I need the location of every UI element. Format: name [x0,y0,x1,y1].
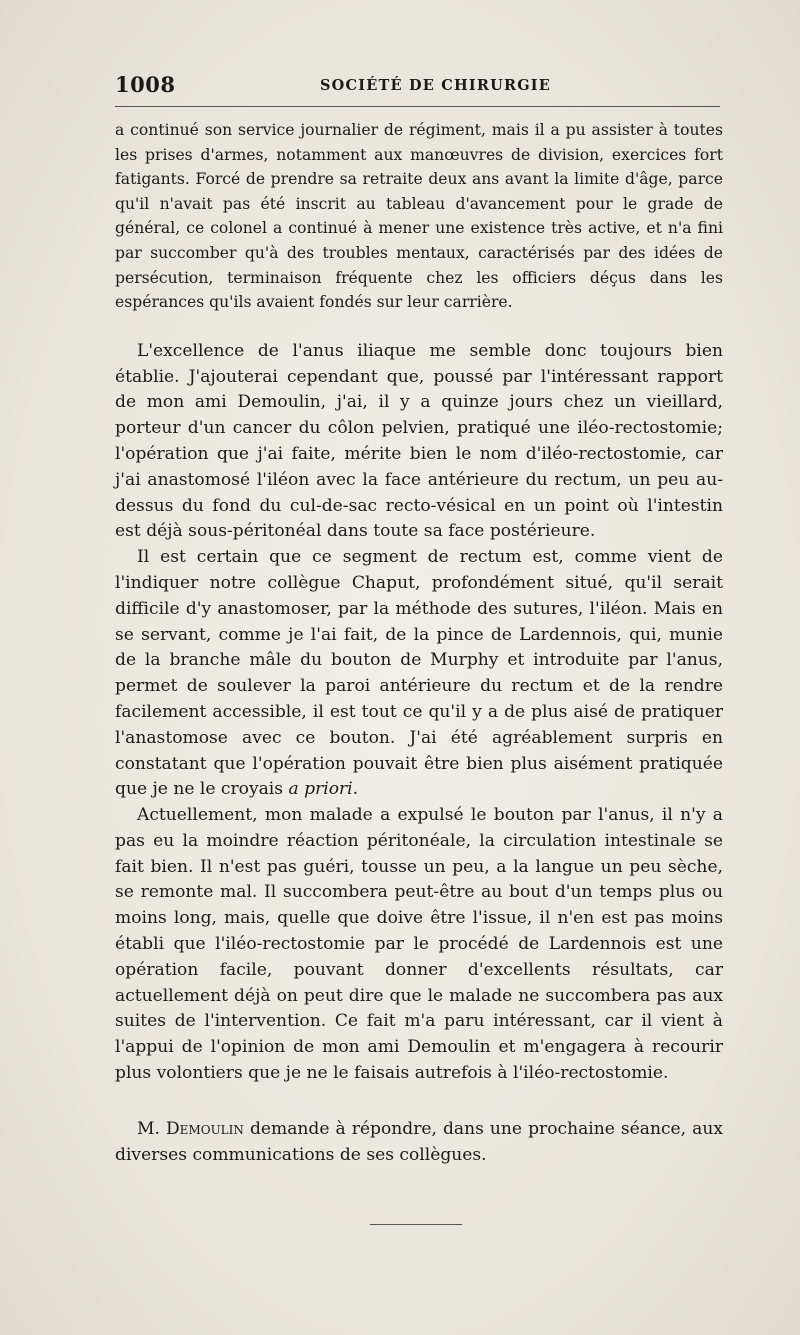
paragraph-3 [115,545,723,803]
italic-phrase: a priori [288,779,353,800]
header-rule [115,106,720,107]
paragraph-2: L'excellence de l'anus iliaque me semble donc toujours bien établie. J'ajouterai cependant que, poussé par l'intéressant rapport de mon ami Demoulin, j'ai, il y a quinze jours chez un vieillard, porteur d'un cancer du côlon pelvien, pratiqué une iléo-rectostomie; l'opération que j'ai faite, mérite bien le nom d'iléo-rectostomie, car j'ai anastomosé l'iléon avec la face antérieure du rectum, un peu au-dessus du fond du cul-de-sac recto-vésical en un point où l'intestin est déjà sous-péritonéal dans toute sa face postérieure. [115,340,723,542]
paragraph-3-text: Il est certain que ce segment de rectum est, comme vient de l'indiquer notre collègue Chaput, profondément situé, qu'il serait difficile d'y anastomoser, par la méthode des sutures, l'iléon. Mais en se servant, comme je l'ai fait, de la pince de Lardennois, qui, munie de la branche mâle du bouton de Murphy et introduite par l'anus, permet de soulever la paroi antérieure du rectum et de la rendre facilement accessible, il est tout ce qu'il y a de plus aisé de pratiquer l'anastomose avec ce bouton. J'ai été agréablement surpris en constatant que l'opération pouvait être bien plus aisément pratiquée que je ne le croyais [115,547,723,800]
paragraph-1: a continué son service journalier de régiment, mais il a pu assister à toutes les prises d'armes, notamment aux manœuvres de division, exercices fort fatigants. Forcé de prendre sa retraite deux ans avant la limite d'âge, parce qu'il n'avait pas été inscrit au tableau d'avancement pour le grade de général, ce colonel a continué à mener une existence très active, et n'a fini par succomber qu'à des troubles mentaux, caractérisés par des idées de persécution, terminaison fréquente chez les officiers déçus dans les espérances qu'ils avaient fondés sur leur carrière. [115,121,723,312]
running-title: SOCIÉTÉ DE CHIRURGIE [320,77,552,94]
paragraph-3-period: . [352,779,359,800]
body-text [115,118,723,1168]
page-number: 1008 [115,72,176,97]
paragraph-5 [115,1117,723,1169]
page-header [115,72,720,98]
end-rule [370,1224,462,1225]
speaker-name: M. Demoulin [137,1118,244,1139]
paragraph-4: Actuellement, mon malade a expulsé le bouton par l'anus, il n'y a pas eu la moindre réaction péritonéale, la circulation intestinale se fait bien. Il n'est pas guéri, tousse un peu, a la langue un peu sèche, se remonte mal. Il succombera peut-être au bout d'un temps plus ou moins long, mais, quelle que doive être l'issue, il n'en est pas moins établi que l'iléo-rectostomie par le procédé de Lardennois est une opération facile, pouvant donner d'excellents résultats, car actuellement déjà on peut dire que le malade ne succombera pas aux suites de l'intervention. Ce fait m'a paru intéressant, car il vient à l'appui de l'opinion de mon ami Demoulin et m'engagera à recourir plus volontiers que je ne le faisais autrefois à l'iléo-rectostomie. [115,805,723,1084]
paragraph-5-text: demande à répondre, dans une prochaine séance, aux diverses communications de ses collègues. [115,1118,723,1165]
